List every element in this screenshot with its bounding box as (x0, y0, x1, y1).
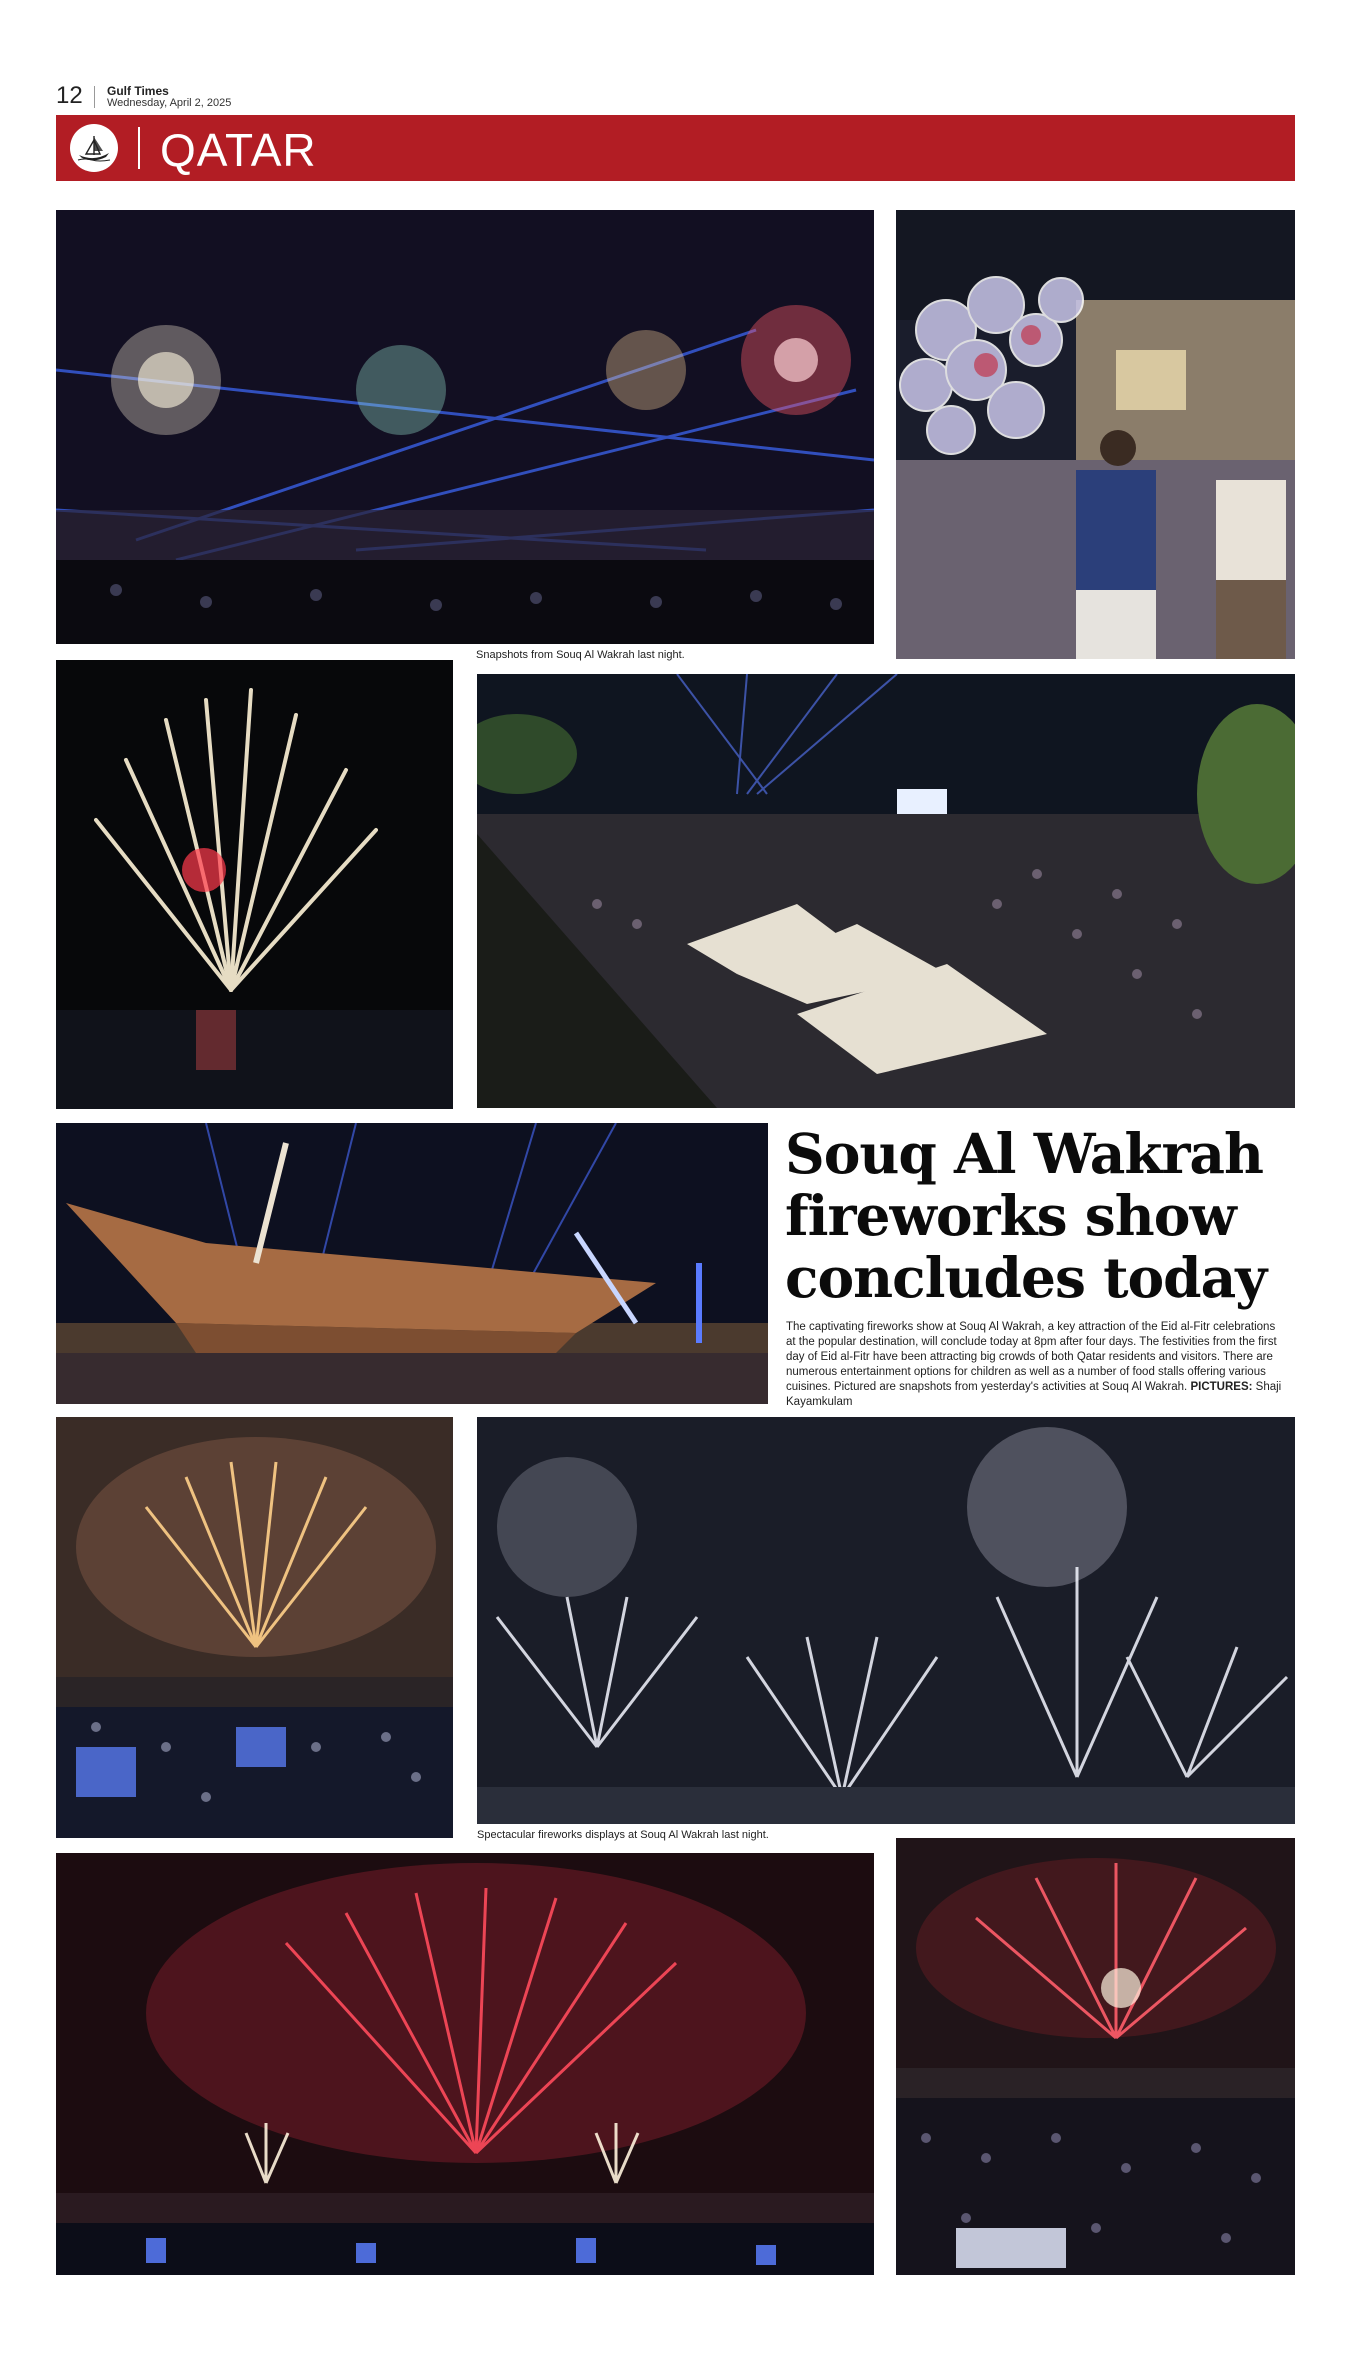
dhow-boat-icon (76, 131, 112, 165)
publication-name: Gulf Times (107, 84, 169, 98)
article-body (786, 1320, 1286, 1410)
caption-middle: Spectacular fireworks displays at Souq Al Wakrah last night. (477, 1829, 769, 1841)
photo-fireworks-orange (56, 1417, 453, 1838)
photo-fireworks-red (56, 1853, 874, 2275)
article-body-text: The captivating fireworks show at Souq Al Wakrah, a key attraction of the Eid al-Fitr celebrations at the popular destination, will conclude today at 8pm after four days. The festivities from the first day of Eid al-Fitr have been attracting big crowds of both Qatar residents and visitors. There are numerous entertainment options for children as well as a number of food stalls offering various cuisines. Pictured are snapshots from yesterday's activities at Souq Al Wakrah. (786, 1321, 1277, 1393)
photo-fireworks-red-crowd (896, 1838, 1295, 2275)
section-divider (138, 127, 140, 169)
photo-credit-label: PICTURES: (1190, 1381, 1253, 1393)
section-header-band (56, 115, 1295, 181)
photo-fireworks-white (477, 1417, 1295, 1824)
article-headline: Souq Al Wakrah fireworks show concludes today (785, 1121, 1267, 1310)
section-logo-badge (70, 124, 118, 172)
caption-top: Snapshots from Souq Al Wakrah last night. (476, 649, 685, 661)
publication-date: Wednesday, April 2, 2025 (107, 97, 232, 109)
photo-crowd-umbrellas (477, 674, 1295, 1108)
photo-dhow-installation (56, 1123, 768, 1404)
section-title: QATAR (160, 124, 317, 176)
photo-fireworks-fan (56, 660, 453, 1109)
folio-divider (94, 86, 95, 108)
photo-balloon-vendor (896, 210, 1295, 659)
photo-fireworks-lasers (56, 210, 874, 644)
photo-credit-name: Shaji Kayamkulam (786, 1381, 1282, 1408)
page-number: 12 (56, 82, 83, 109)
